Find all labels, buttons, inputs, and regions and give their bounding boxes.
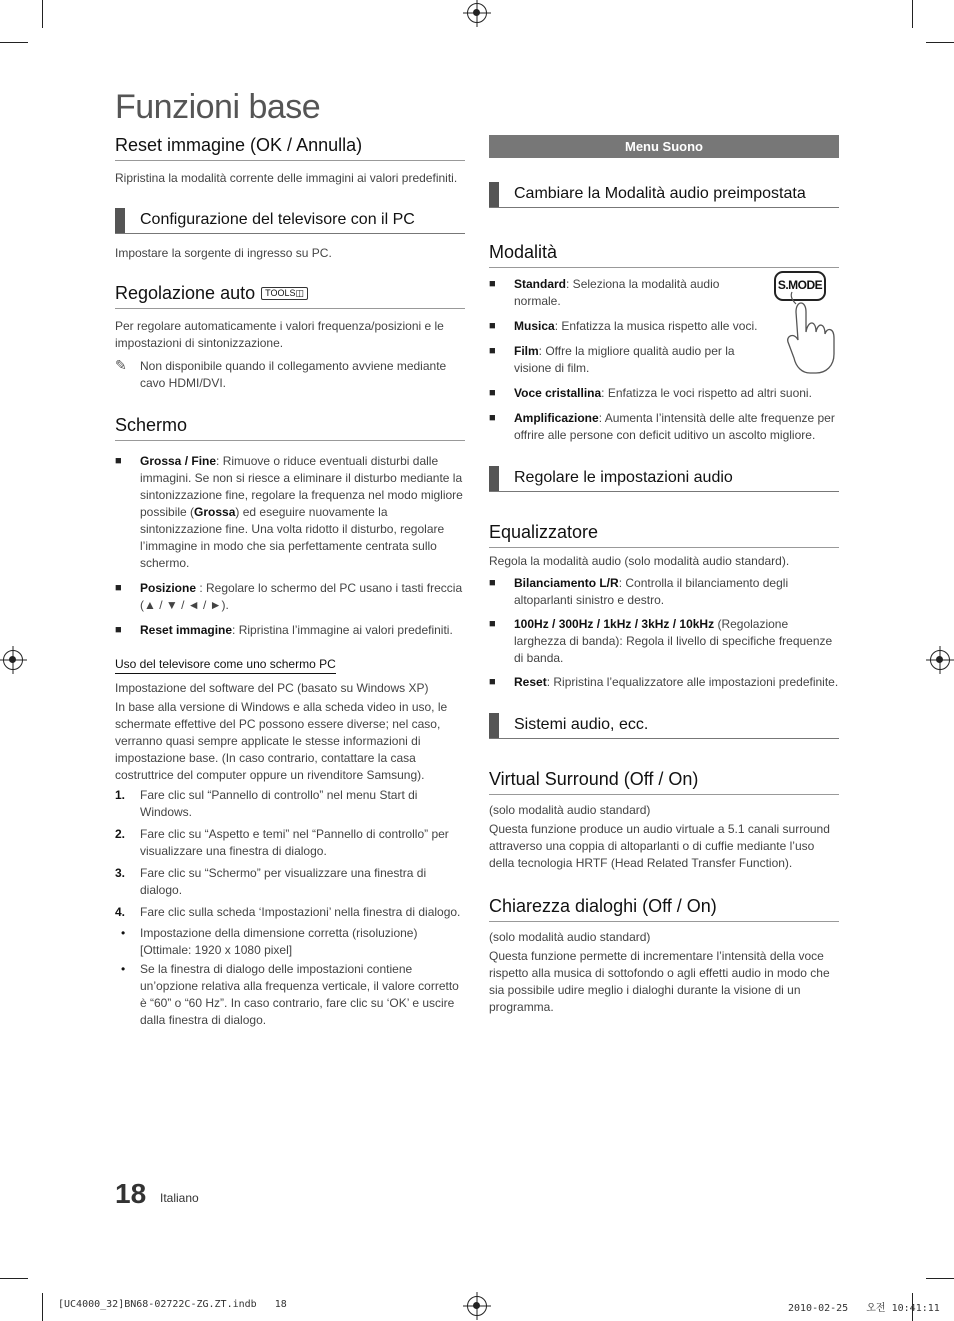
desc: : Controlla il bilanciamento degli altoparlanti sinistro e destro. [514,576,789,607]
bullet-item: • Se la finestra di dialogo delle impostazioni contiene un’opzione relativa alla frequenza verticale, il valore corretto è “60” o “60 Hz”. In caso contrario, fare clic su ‘OK’ e uscire dalla finestra di dialogo. [115,961,465,1029]
page-number: 18 [115,1178,147,1209]
reset-text: Ripristina la modalità corrente delle immagini ai valori predefiniti. [115,171,458,185]
tools-badge-icon: TOOLS◫ [261,287,308,300]
desc: : Regolare lo schermo del PC usano i tasti freccia (▲ / ▼ / ◄ / ►). [140,581,463,612]
crop-mark [926,42,954,43]
crop-mark [926,1278,954,1279]
dialog-clarity-note: (solo modalità audio standard) [489,930,651,944]
dialog-clarity-text: Questa funzione permette di incrementare l’intensità della voce rispetto alla musica di sottofondo o agli effetti audio in modo che sia possibile udire meglio i dialoghi durante la visione di un programma. [489,949,830,1014]
smode-label: S.MODE [777,278,823,292]
step-number: 4. [115,905,126,919]
desc: (Regolazione larghezza di banda): Regola il livello di specifiche frequenze di banda. [514,617,833,665]
pc-setup-text: Impostare la sorgente di ingresso su PC. [115,246,332,260]
step-item [115,826,465,860]
smode-button-illustration [774,270,844,375]
virtual-surround-heading: Virtual Surround (Off / On) [489,769,839,795]
auto-adjust-note-text: Non disponibile quando il collegamento avviene mediante cavo HDMI/DVI. [140,359,447,390]
list-item [489,674,839,691]
term: Bilanciamento L/R [514,576,619,590]
list-item [489,276,759,310]
list-item [489,410,839,444]
left-column [115,135,465,1029]
crop-mark [42,1293,43,1321]
list-item [489,575,839,609]
desc: : Enfatizza le voci rispetto ad altri suoni. [601,386,812,400]
desc: : Rimuove o riduce eventuali disturbi dalle immagini. Se non si riesce a eliminare il disturbo mediante la sintonizzazione fine, regolare la frequenza nel modo migliore possibile ( [140,454,463,519]
equalizer-text: Regola la modalità audio (solo modalità audio standard). [489,554,790,568]
list-item [489,616,839,667]
screen-heading: Schermo [115,415,465,441]
desc: : Ripristina l’immagine ai valori predefiniti. [232,623,453,637]
page-title: Funzioni base [115,88,321,126]
desc: : Enfatizza la musica rispetto alle voci. [554,319,758,333]
dialog-clarity-heading: Chiarezza dialoghi (Off / On) [489,896,839,922]
right-column [489,135,839,1016]
list-item [489,385,839,402]
desc: ) ed eseguire nuovamente la sintonizzazione fine. Una volta ridotto il disturbo, regolare l’immagine in modo che sia perfettamente centrata sullo schermo. [140,505,445,570]
tools-badge-label: TOOLS [265,288,296,298]
desc: : Seleziona la modalità audio normale. [514,277,720,308]
term: Amplificazione [514,411,599,425]
registration-mark-icon [467,3,487,23]
list-item [489,318,759,335]
term: Reset immagine [140,623,233,637]
registration-mark-icon [930,650,950,670]
pc-use-intro-2: In base alla versione di Windows e alla scheda video in uso, le schermate effettive del PC possono essere diverse; nel caso, verranno quasi sempre applicate le stesse informazioni di impostazione base. (In caso contrario, contattare la casa costruttrice del computer oppure un rivenditore Samsung). [115,700,448,782]
audio-systems-heading: Sistemi audio, ecc. [489,713,839,739]
step-text: Fare clic sul “Pannello di controllo” nel menu Start di Windows. [140,788,418,819]
term: Musica [514,319,555,333]
term: 100Hz / 300Hz / 1kHz / 3kHz / 10kHz [514,617,715,631]
step-number: 1. [115,788,126,802]
desc: : Aumenta l’intensità delle alte frequenze per offrire alle persone con deficit uditivo un ascolto migliore. [514,411,835,442]
step-item [115,787,465,821]
pc-use-intro: Impostazione del software del PC (basato su Windows XP) [115,681,429,695]
pc-use-subheading: Uso del televisore come uno schermo PC [115,657,336,674]
step-text: Fare clic su “Aspetto e temi” nel “Pannello di controllo” per visualizzare una finestra di dialogo. [140,827,449,858]
registration-mark-icon [3,650,23,670]
note-pencil-icon: ✎ [115,357,127,373]
step-number: 3. [115,866,126,880]
auto-adjust-note [115,358,465,392]
crop-mark [0,42,28,43]
step-item [115,865,465,899]
pc-setup-heading: Configurazione del televisore con il PC [115,208,465,234]
registration-mark-icon [467,1296,487,1316]
virtual-surround-text: Questa funzione produce un audio virtuale a 5.1 canali surround attraverso una coppia di altoparlanti o di cuffie mediante l’uso della tecnologia HRTF (Head Related Transfer Function). [489,822,830,870]
auto-adjust-text: Per regolare automaticamente i valori frequenza/posizioni e le impostazioni di sintonizzazione. [115,319,444,350]
print-date-info: 2010-02-25 오전 10:41:11 [788,1303,940,1314]
term: Grossa / Fine [140,454,217,468]
print-file-info: [UC4000_32]BN68-02722C-ZG.ZT.indb 18 [58,1299,287,1310]
reset-heading: Reset immagine (OK / Annulla) [115,135,465,161]
menu-section-bar: Menu Suono [489,135,839,158]
step-item [115,904,465,921]
step-text: Fare clic su “Schermo” per visualizzare una finestra di dialogo. [140,866,427,897]
crop-mark [912,0,913,28]
desc: : Offre la migliore qualità audio per la visione di film. [514,344,735,375]
auto-adjust-title: Regolazione auto [115,283,256,303]
desc: : Ripristina l’equalizzatore alle impostazioni predefinite. [546,675,839,689]
term: Grossa [194,505,236,519]
list-item [489,343,759,377]
auto-adjust-heading [115,283,465,309]
list-item [115,622,465,639]
mode-heading: Modalità [489,242,839,268]
step-number: 2. [115,827,126,841]
crop-mark [42,0,43,28]
term: Standard [514,277,567,291]
equalizer-heading: Equalizzatore [489,522,839,548]
bullet-item: • Impostazione della dimensione corretta (risoluzione) [Ottimale: 1920 x 1080 pixel] [115,925,465,959]
term: Reset [514,675,547,689]
list-item [115,580,465,614]
list-item [115,453,465,572]
step-text: Fare clic sulla scheda ‘Impostazioni’ nella finestra di dialogo. [140,905,461,919]
change-mode-heading: Cambiare la Modalità audio preimpostata [489,182,839,208]
virtual-surround-note: (solo modalità audio standard) [489,803,651,817]
term: Posizione [140,581,197,595]
term: Voce cristallina [514,386,602,400]
crop-mark [0,1278,28,1279]
page-language: Italiano [160,1191,199,1205]
term: Film [514,344,539,358]
audio-settings-heading: Regolare le impostazioni audio [489,466,839,492]
